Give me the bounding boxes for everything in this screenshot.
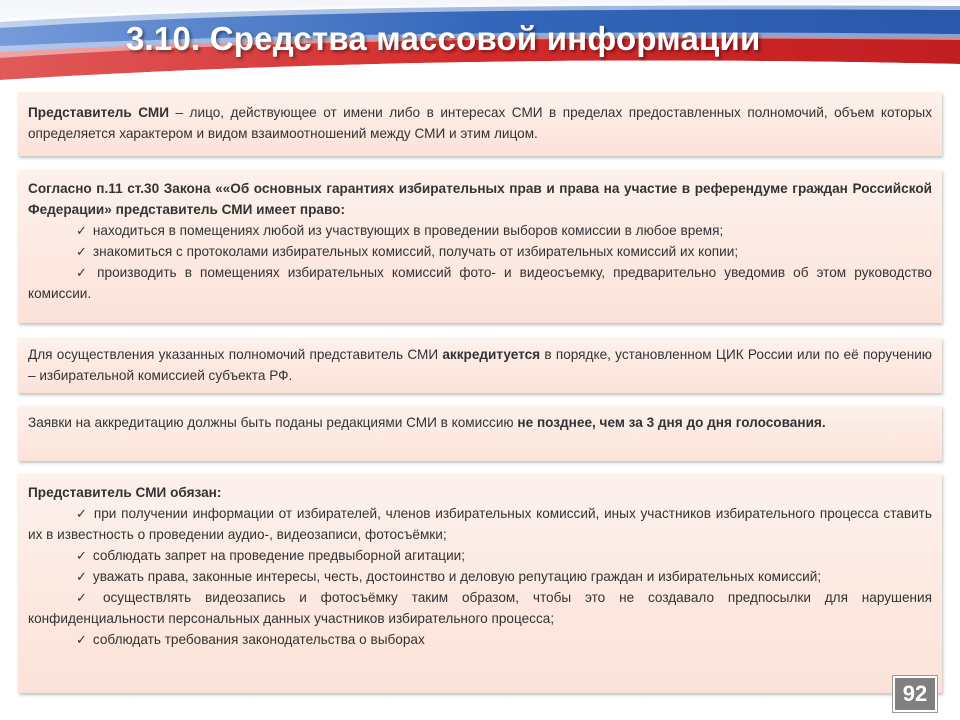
- page-title: 3.10. Средства массовой информации: [126, 20, 761, 57]
- list-item: [28, 262, 932, 304]
- checkmark-icon: ✓: [76, 223, 87, 238]
- accreditation-text-after: в порядке, установленном ЦИК России или по её поручению – избирательной комиссией субъекта РФ.: [28, 347, 933, 383]
- list-item: [28, 241, 932, 262]
- checkmark-icon: ✓: [76, 632, 87, 647]
- list-item: [28, 545, 932, 566]
- list-item-text: при получении информации от избирателей, членов избирательных комиссий, иных участников избирательного процесса ставить их в известность о проведении аудио-, видеозаписи, фотосъёмки;: [28, 506, 932, 542]
- list-item-text: производить в помещениях избирательных комиссий фото- и видеосъемку, предварительно уведомив об этом руководство комиссии.: [28, 265, 932, 301]
- list-item: [28, 587, 932, 629]
- rights-intro: Согласно п.11 ст.30 Закона ««Об основных гарантиях избирательных прав и права на участие в референдуме граждан Российской Федерации» представитель СМИ имеет право:: [28, 181, 932, 217]
- deadline-box: [18, 406, 942, 461]
- page-number: 92: [893, 676, 937, 712]
- deadline-text-before: Заявки на аккредитацию должны быть поданы редакциями СМИ в комиссию: [28, 415, 518, 430]
- list-item-text: находиться в помещениях любой из участвующих в проведении выборов комиссии в любое время;: [92, 223, 724, 238]
- checkmark-icon: ✓: [76, 569, 87, 584]
- definition-text: – лицо, действующее от имени либо в интересах СМИ в пределах предоставленных полномочий, объем которых определяется характером и видом взаимоотношений между СМИ и этим лицом.: [28, 105, 932, 141]
- rights-box: [18, 170, 942, 323]
- checkmark-icon: ✓: [76, 590, 97, 605]
- header-banner: [0, 0, 960, 82]
- checkmark-icon: ✓: [76, 265, 92, 280]
- definition-box: [18, 92, 942, 156]
- list-item: [28, 566, 932, 587]
- list-item: [28, 503, 932, 545]
- checkmark-icon: ✓: [76, 548, 87, 563]
- list-item-text: соблюдать требования законодательства о выборах: [92, 632, 425, 647]
- obligations-intro: Представитель СМИ обязан:: [28, 485, 222, 500]
- list-item-text: знакомиться с протоколами избирательных комиссий, получать от избирательных комиссий их копии;: [92, 244, 739, 259]
- list-item-text: осуществлять видеозапись и фотосъёмку таким образом, чтобы это не создавало предпосылки для нарушения конфиденциальности персональных данных участников избирательного процесса;: [28, 590, 932, 626]
- definition-term: Представитель СМИ: [28, 105, 170, 120]
- accreditation-box: [18, 338, 942, 393]
- deadline-term: не позднее, чем за 3 дня до дня голосования.: [517, 415, 826, 430]
- list-item: [28, 220, 932, 241]
- list-item-text: уважать права, законные интересы, честь, достоинство и деловую репутацию граждан и избирательных комиссий;: [92, 569, 822, 584]
- list-item: [28, 629, 932, 650]
- list-item-text: соблюдать запрет на проведение предвыборной агитации;: [92, 548, 466, 563]
- checkmark-icon: ✓: [76, 506, 88, 521]
- obligations-box: [18, 474, 942, 693]
- checkmark-icon: ✓: [76, 244, 87, 259]
- accreditation-term: аккредитуется: [442, 347, 541, 362]
- accreditation-text-before: Для осуществления указанных полномочий представитель СМИ: [28, 347, 443, 362]
